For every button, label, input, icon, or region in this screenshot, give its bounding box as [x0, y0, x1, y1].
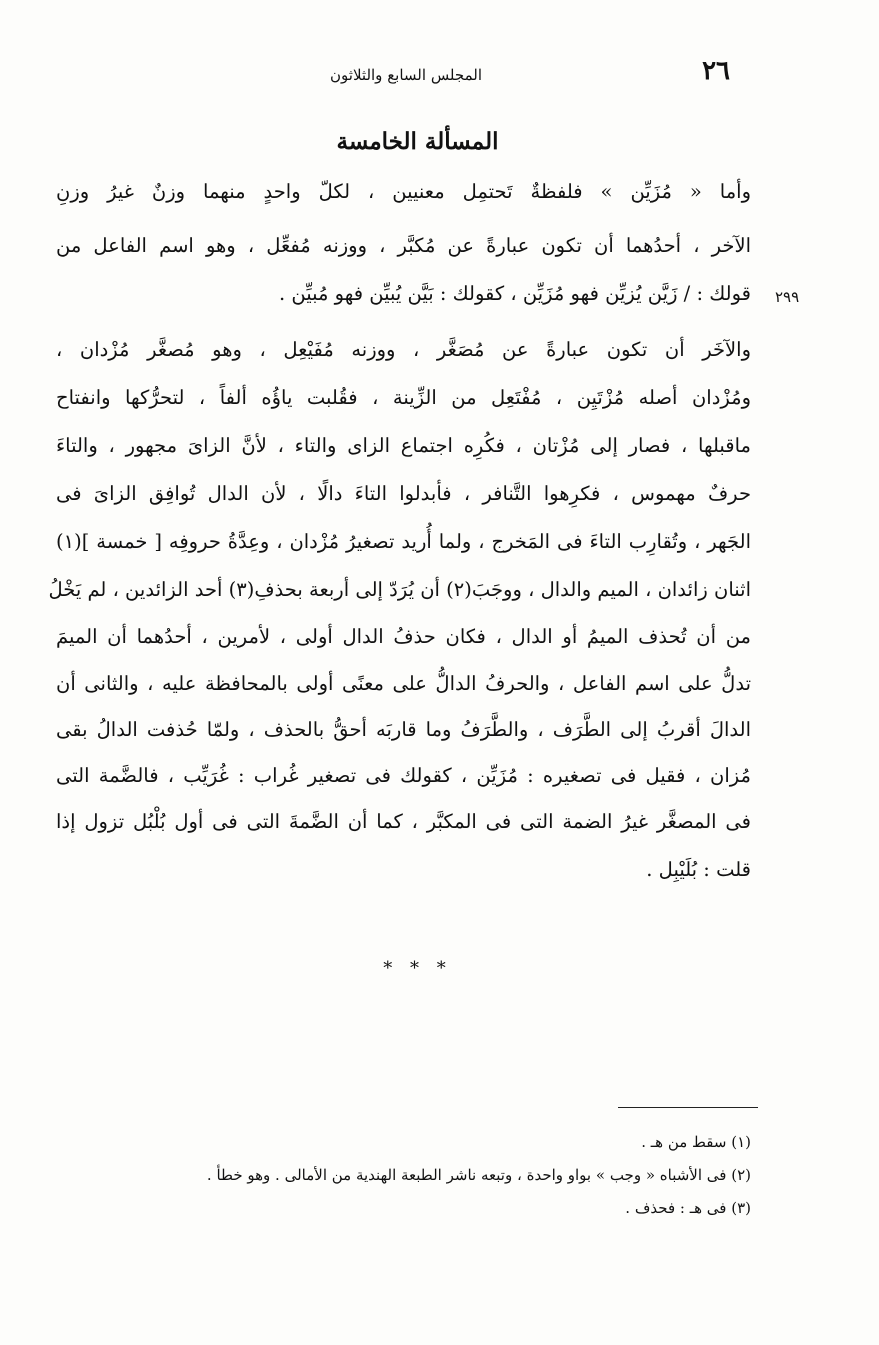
text-line: تدلُّ على اسم الفاعل ، والحرفُ الدالُّ على معنًى أولى بالمحافظة عليه ، والثانى أن	[56, 672, 751, 695]
text-line: الآخر ، أحدُهما أن تكون عبارةً عن مُكبَّر ، ووزنه مُفعِّل ، وهو اسم الفاعل من	[56, 234, 751, 257]
text-line: قولك : / زَيَّن يُزيِّن فهو مُزَيِّن ، كقولك : بَيَّن يُبيِّن فهو مُبيِّن .	[279, 282, 751, 305]
text-line: والآخَر أن تكون عبارةً عن مُصَغَّر ، ووزنه مُفَيْعِل ، وهو مُصغَّر مُزْدان ،	[56, 338, 751, 361]
page-number: ٢٦	[702, 56, 730, 86]
text-line: من أن تُحذف الميمُ أو الدال ، فكان حذفُ الدال أولى ، لأمرين ، أحدُهما أن الميمَ	[56, 625, 751, 648]
footnote: (٣) فى هـ : فحذف .	[625, 1199, 751, 1217]
section-separator: * * *	[383, 958, 452, 979]
section-title: المسألة الخامسة	[336, 128, 499, 155]
running-head	[260, 56, 730, 88]
text-line: الدالَ أقربُ إلى الطَّرَف ، والطَّرَفُ وما قاربَه أحقُّ بالحذف ، ولمّا حُذفت الدالُ بقى	[56, 718, 751, 741]
footnote: (٢) فى الأشباه « وجب » بواو واحدة ، وتبعه ناشر الطبعة الهندية من الأمالى . وهو خطأ .	[206, 1166, 751, 1184]
text-line: قلت : بُلَيْبِل .	[646, 858, 751, 881]
text-line: وأما « مُزَيِّن » فلفظةٌ تَحتمِل معنيين ، لكلّ واحدٍ منهما وزنٌ غيرُ وزنِ	[56, 180, 751, 203]
running-title: المجلس السابع والثلاثون	[330, 66, 482, 84]
footnote: (١) سقط من هـ .	[641, 1133, 751, 1151]
text-line: حرفٌ مهموس ، فكرِهوا التَّنافر ، فأبدلوا التاءَ دالًا ، لأن الدال تُوافِق الزاىَ فى	[56, 482, 751, 505]
text-line: ماقبلها ، فصار إلى مُزْتان ، فكُرِه اجتماع الزاى والتاء ، لأنَّ الزاىَ مجهور ، والتاءَ	[56, 434, 751, 457]
margin-page-number: ٢٩٩	[775, 288, 800, 306]
text-line: فى المصغَّر غيرُ الضمة التى فى المكبَّر ، كما أن الضَّمةَ التى فى أول بُلْبُل تزول إذا	[56, 810, 751, 833]
footnote-rule	[618, 1107, 758, 1108]
text-line: مُزان ، فقيل فى تصغيره : مُزَيِّن ، كقولك فى تصغير غُراب : غُرَيِّب ، فالضَّمة التى	[56, 764, 751, 787]
text-line: اثنان زائدان ، الميم والدال ، ووجَبَ(٢) أن يُرَدّ إلى أربعة بحذفِ(٣) أحد الزائدين ، لم يَخْلُ	[48, 578, 751, 601]
text-line: ومُزْدان أصله مُزْتَيِن ، مُفْتَعِل من الزِّينة ، فقُلبت ياؤُه ألفاً ، لتحرُّكها وانفتاح	[56, 386, 751, 409]
text-line: الجَهر ، وتُقارِب التاءَ فى المَخرج ، ولما أُريد تصغيرُ مُزْدان ، وعِدَّةُ حروفِه [ خمسة ](١)	[56, 530, 751, 553]
